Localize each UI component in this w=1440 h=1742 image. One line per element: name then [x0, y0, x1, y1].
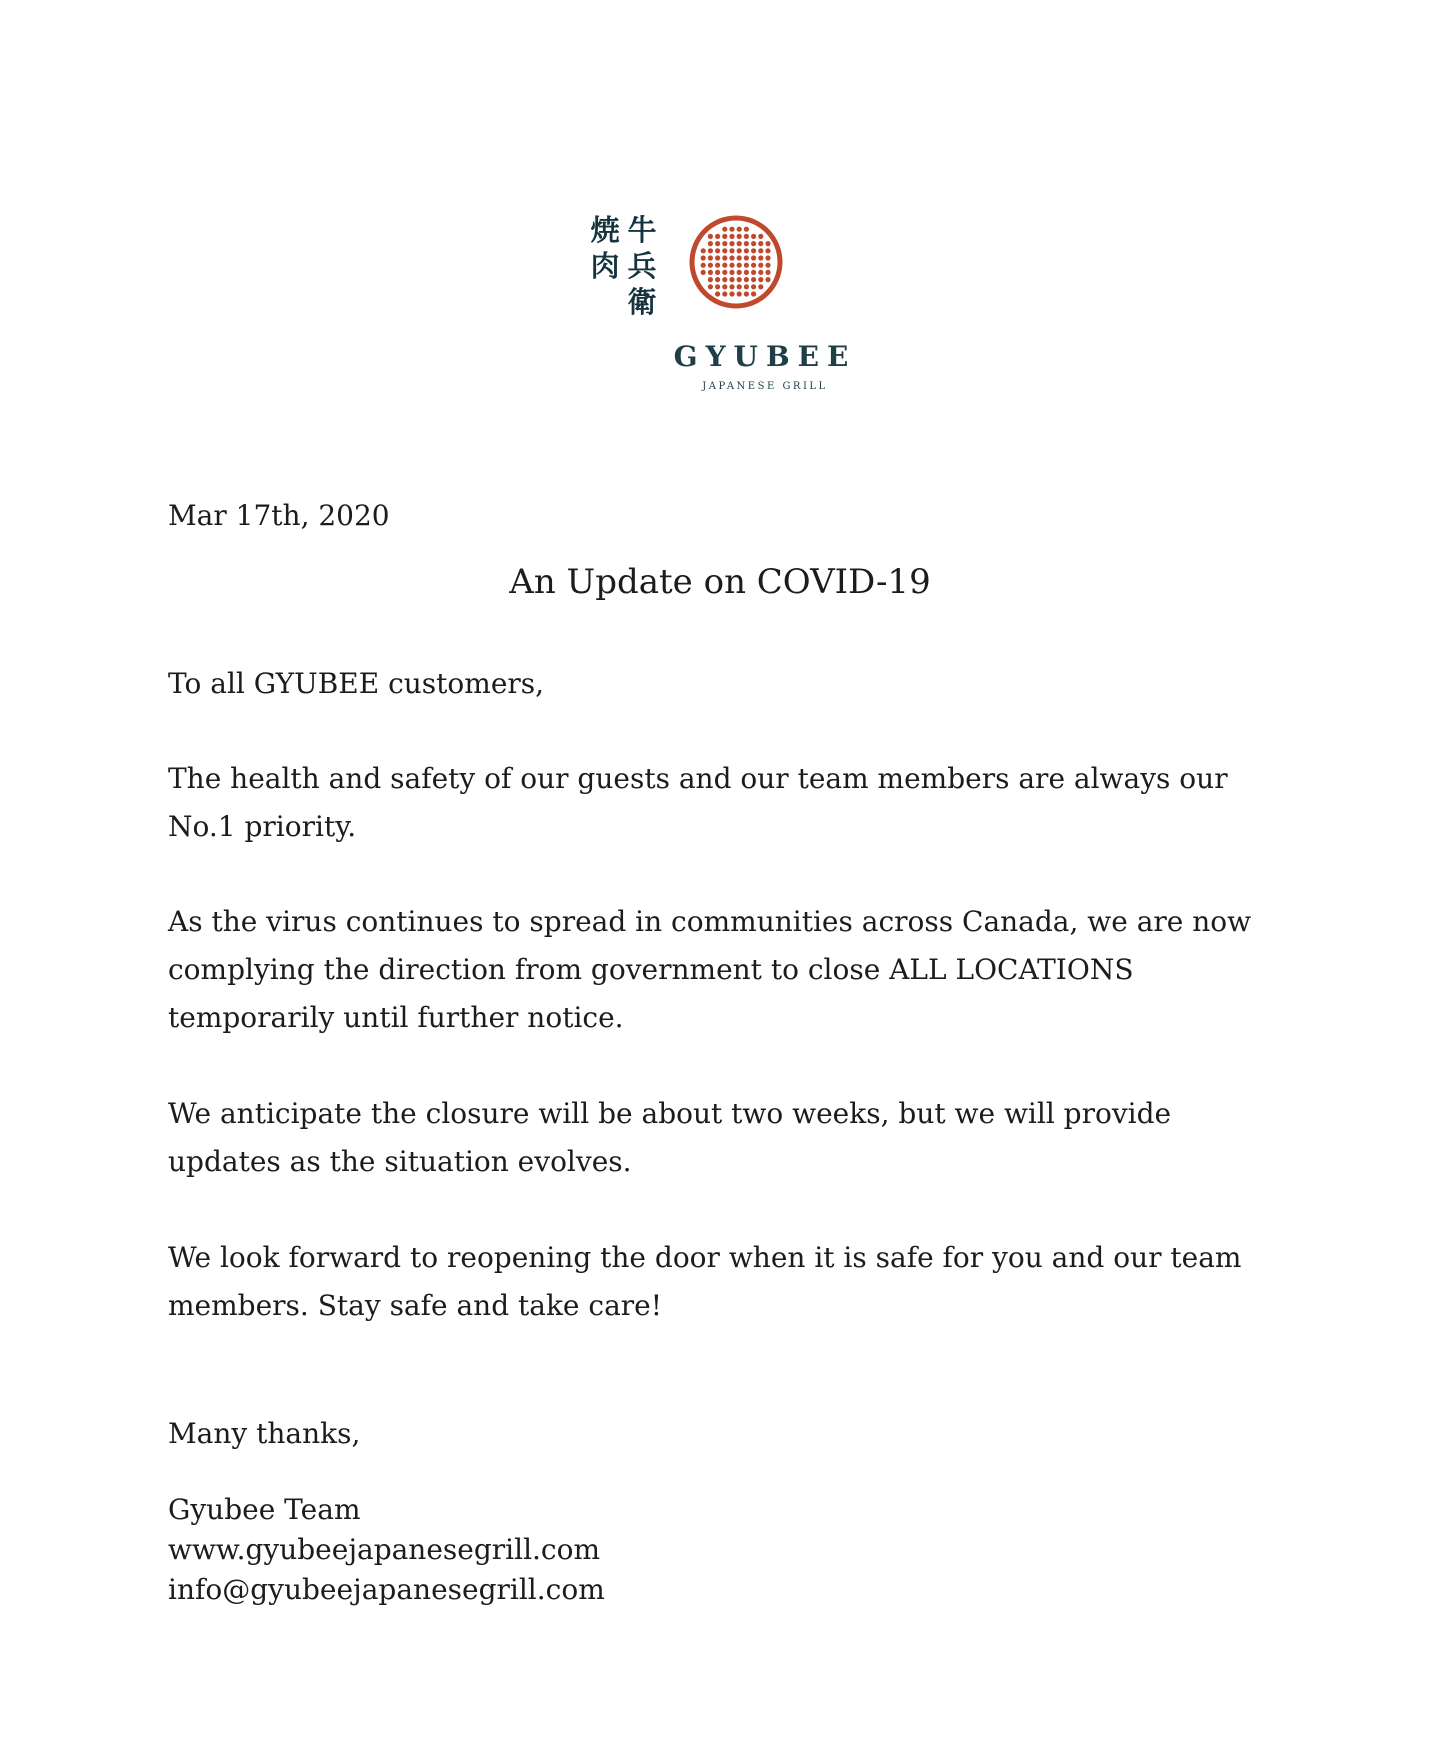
grill-dot — [751, 255, 756, 260]
paragraph-priority — [168, 755, 1228, 851]
grill-dot — [758, 277, 763, 282]
grill-dot — [751, 234, 756, 239]
grill-dot — [715, 291, 720, 296]
grill-dot — [708, 255, 713, 260]
paragraph-line: We anticipate the closure will be about two weeks, but we will provide — [168, 1097, 1172, 1130]
paragraph-line: complying the direction from government to close ALL LOCATIONS — [168, 953, 1134, 986]
grill-dot — [751, 284, 756, 289]
letter-date: Mar 17th, 2020 — [168, 499, 390, 532]
grill-dot — [701, 248, 706, 253]
grill-dot — [729, 234, 734, 239]
grill-dot — [715, 234, 720, 239]
grill-dot — [744, 255, 749, 260]
grill-dot — [758, 284, 763, 289]
grill-dot — [744, 270, 749, 275]
grill-dot — [765, 263, 770, 268]
grill-dot — [744, 234, 749, 239]
letter-closing: Many thanks, — [168, 1417, 361, 1450]
grill-dot — [722, 270, 727, 275]
grill-dot — [758, 255, 763, 260]
grill-dot — [729, 255, 734, 260]
grill-dot — [737, 248, 742, 253]
grill-dot — [722, 263, 727, 268]
signature-team: Gyubee Team — [168, 1493, 361, 1526]
grill-dot — [715, 241, 720, 246]
grill-dot — [722, 284, 727, 289]
grill-dot — [758, 270, 763, 275]
grill-dot — [765, 241, 770, 246]
grill-dot — [701, 270, 706, 275]
grill-dot — [765, 255, 770, 260]
grill-dot — [737, 277, 742, 282]
grill-dot — [737, 291, 742, 296]
grill-dot — [737, 284, 742, 289]
grill-dot — [722, 291, 727, 296]
signature-website-link[interactable]: www.gyubeejapanesegrill.com — [168, 1533, 601, 1566]
paragraph-line: We look forward to reopening the door when it is safe for you and our team — [168, 1241, 1242, 1274]
grill-dot — [744, 291, 749, 296]
grill-dot — [744, 263, 749, 268]
grill-dot — [715, 270, 720, 275]
paragraph-line: updates as the situation evolves. — [168, 1145, 632, 1178]
brand-logo — [0, 0, 1440, 420]
paragraph-line: members. Stay safe and take care! — [168, 1289, 662, 1322]
grill-dot — [729, 227, 734, 232]
grill-dot — [765, 248, 770, 253]
grill-dot — [737, 234, 742, 239]
paragraph-line: The health and safety of our guests and our team members are always our — [168, 762, 1228, 795]
grill-dot — [729, 270, 734, 275]
grill-dot — [737, 270, 742, 275]
grill-dot — [701, 263, 706, 268]
grill-dot — [737, 255, 742, 260]
grill-dot — [765, 270, 770, 275]
grill-dot — [708, 270, 713, 275]
grill-mark-icon — [688, 214, 784, 310]
grill-dot — [737, 227, 742, 232]
paragraph-line: No.1 priority. — [168, 810, 357, 843]
letter-title: An Update on COVID-19 — [509, 562, 931, 602]
grill-dot — [708, 263, 713, 268]
grill-dot — [737, 263, 742, 268]
grill-dot — [715, 284, 720, 289]
grill-dot — [708, 248, 713, 253]
paragraph-line: temporarily until further notice. — [168, 1001, 624, 1034]
paragraph-closure-notice — [168, 898, 1251, 1042]
brand-subtitle: JAPANESE GRILL — [702, 381, 828, 392]
grill-dot — [715, 263, 720, 268]
grill-dot — [715, 248, 720, 253]
grill-dot — [715, 255, 720, 260]
grill-dot — [744, 241, 749, 246]
grill-dot — [751, 277, 756, 282]
grill-dot — [758, 263, 763, 268]
grill-dot — [744, 227, 749, 232]
grill-dot — [751, 270, 756, 275]
paragraph-reopening — [168, 1234, 1241, 1330]
grill-dot — [729, 277, 734, 282]
grill-dot — [744, 248, 749, 253]
brand-name: GYUBEE — [673, 340, 857, 373]
grill-dot — [744, 284, 749, 289]
grill-dot — [758, 248, 763, 253]
paragraph-duration — [168, 1090, 1171, 1186]
grill-dot — [708, 241, 713, 246]
logo-kanji-yakiniku: 焼 肉 — [590, 213, 620, 283]
signature-email-link[interactable]: info@gyubeejapanesegrill.com — [168, 1573, 605, 1606]
grill-dot — [751, 263, 756, 268]
logo-kanji-gyubee: 牛 兵 衛 — [627, 213, 657, 319]
grill-dot — [765, 277, 770, 282]
letter-greeting: To all GYUBEE customers, — [168, 667, 545, 700]
grill-dot — [729, 263, 734, 268]
grill-dot — [751, 241, 756, 246]
grill-dot — [722, 234, 727, 239]
grill-dot — [758, 241, 763, 246]
grill-dot — [758, 234, 763, 239]
grill-dot — [729, 284, 734, 289]
grill-dot — [722, 248, 727, 253]
grill-dot — [729, 291, 734, 296]
grill-dot — [708, 284, 713, 289]
grill-dot — [729, 241, 734, 246]
grill-dot — [722, 255, 727, 260]
grill-dot — [708, 277, 713, 282]
grill-dot — [744, 277, 749, 282]
paragraph-line: As the virus continues to spread in communities across Canada, we are now — [168, 905, 1252, 938]
grill-dot — [701, 255, 706, 260]
grill-dot — [708, 234, 713, 239]
grill-dot — [751, 248, 756, 253]
grill-dot — [722, 227, 727, 232]
grill-dot — [722, 277, 727, 282]
grill-dot — [737, 241, 742, 246]
grill-dot — [715, 277, 720, 282]
grill-dot — [729, 248, 734, 253]
grill-dot — [751, 291, 756, 296]
grill-dot — [722, 241, 727, 246]
